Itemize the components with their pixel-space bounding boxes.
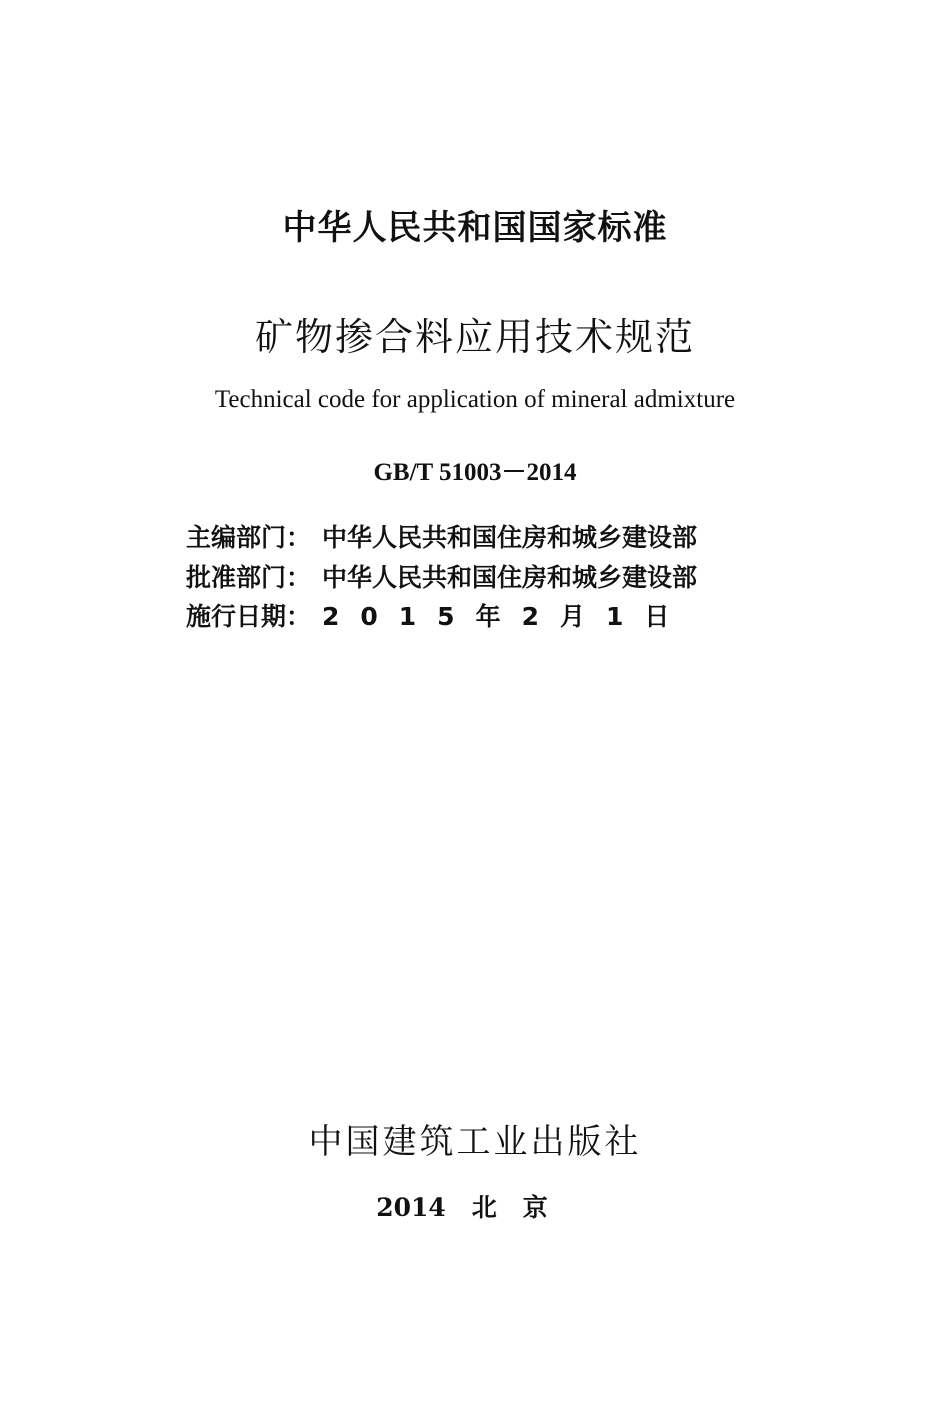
editor-department-value: 中华人民共和国住房和城乡建设部 <box>322 523 698 552</box>
effective-date-label: 施行日期： <box>186 602 312 631</box>
publication-city: 北京 <box>471 1193 574 1222</box>
standard-code: GB/T 51003－2014 <box>373 459 577 486</box>
publication-year: 2014 <box>376 1193 446 1222</box>
approval-department-label: 批准部门： <box>186 563 312 592</box>
effective-date-value: 2015年2月1日 <box>322 602 691 631</box>
chinese-title: 矿物掺合料应用技术规范 <box>254 315 695 359</box>
publication-imprint <box>0 1188 950 1224</box>
approval-department-row <box>186 558 697 594</box>
editor-department-label: 主编部门： <box>186 523 312 552</box>
publisher-name: 中国建筑工业出版社 <box>308 1122 642 1162</box>
standard-series-heading: 中华人民共和国国家标准 <box>282 208 668 248</box>
english-title: Technical code for application of mineral admixture <box>214 386 736 413</box>
approval-department-value: 中华人民共和国住房和城乡建设部 <box>322 563 698 592</box>
editor-department-row <box>186 518 697 554</box>
effective-date-row <box>186 597 690 633</box>
